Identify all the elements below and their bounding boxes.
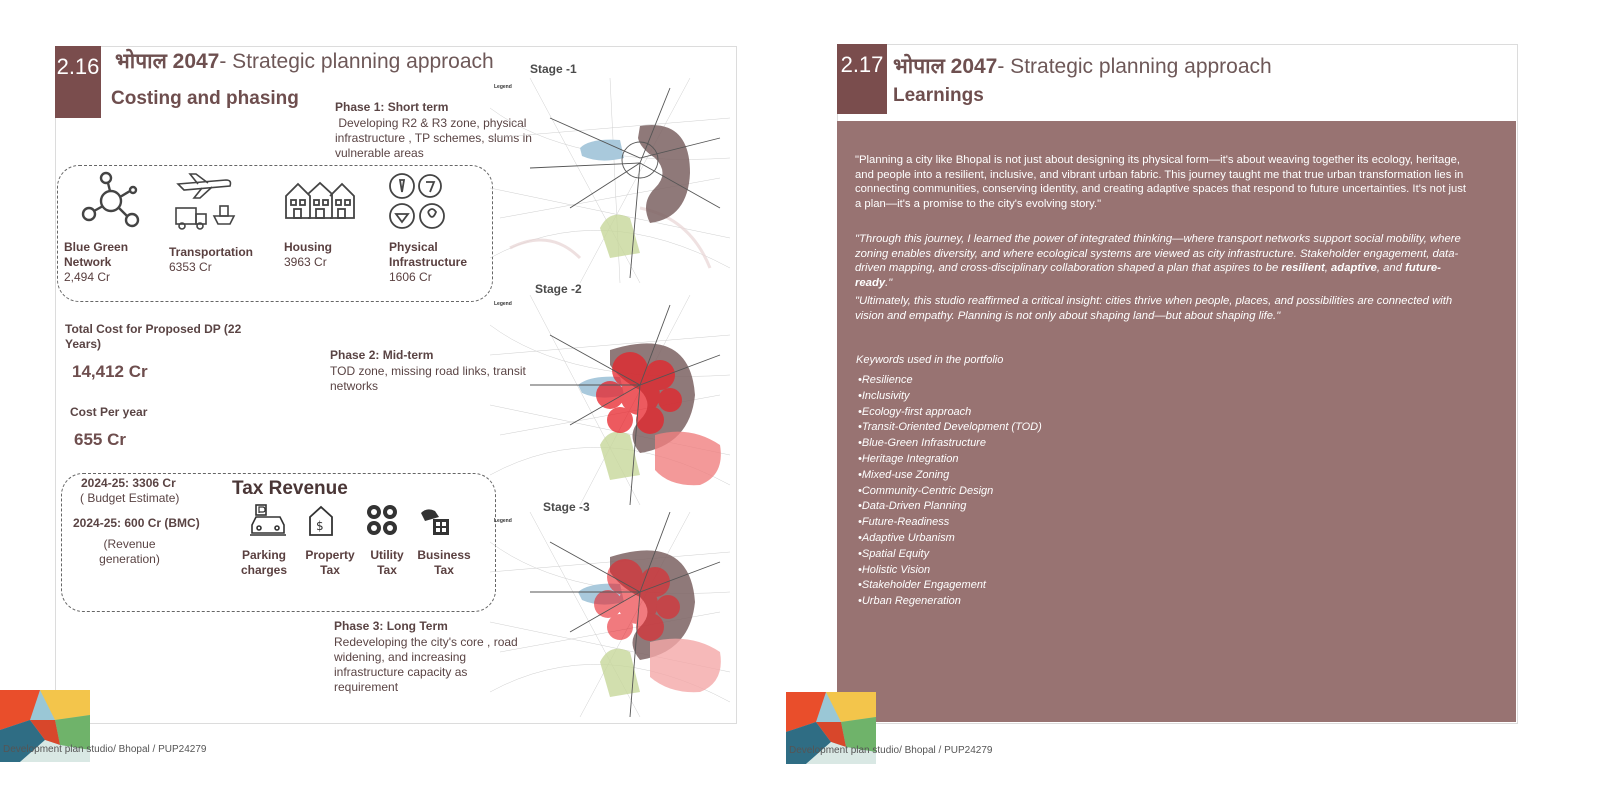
stage-3-map [490, 512, 730, 717]
map-legend-label: Legend [494, 84, 512, 90]
phase1-title: Phase 1: Short term [335, 100, 449, 114]
bmc-revenue-note: (Revenue generation) [99, 537, 160, 566]
stage-3-label: Stage -3 [543, 500, 590, 514]
keyword-item: •Holistic Vision [858, 563, 931, 576]
keyword-item: •Heritage Integration [858, 452, 959, 465]
keyword-item: •Inclusivity [858, 389, 910, 402]
keywords-title: Keywords used in the portfolio [856, 354, 1004, 366]
tax-item-parking: Parking charges [240, 548, 288, 577]
stage-1-label: Stage -1 [530, 62, 577, 76]
page-subtitle-right: Learnings [893, 85, 984, 106]
keyword-item: •Transit-Oriented Development (TOD) [858, 421, 1042, 434]
tax-item-property: Property Tax [305, 548, 355, 577]
utility-icon [365, 503, 399, 537]
phase3-title: Phase 3: Long Term [334, 619, 448, 633]
budget-estimate-note: ( Budget Estimate) [80, 491, 180, 505]
total-cost-value: 14,412 Cr [72, 362, 148, 381]
property-tax-icon [308, 503, 334, 537]
transport-icon [172, 170, 238, 232]
page-title-right: भोपाल 2047- Strategic planning approach [893, 55, 1272, 78]
keyword-item: •Mixed-use Zoning [858, 468, 950, 481]
section-number-right: 2.17 [837, 44, 887, 114]
cost-item-housing: Housing 3963 Cr [284, 240, 332, 269]
tax-revenue-title: Tax Revenue [232, 478, 348, 499]
keyword-item: •Data-Driven Planning [858, 500, 967, 513]
learnings-paragraph-3: "Ultimately, this studio reaffirmed a critical insight: cities thrive when people, places, and possibilities are connected with vision and empathy. Planning is not only about shaping land—but about shaping life." [855, 295, 1453, 322]
keyword-item: •Resilience [858, 374, 913, 386]
keyword-item: •Adaptive Urbanism [858, 531, 955, 544]
keyword-item: •Future-Readiness [858, 516, 950, 529]
keyword-item: •Spatial Equity [858, 547, 930, 560]
keywords-list [858, 373, 1042, 610]
learnings-paragraph-2: "Through this journey, I learned the power of integrated thinking—where transport networks support social mobility, where zoning enables diversity, and where ecological systems are viewed as city infrastructure. Stakeholder engagement, data-driven mapping, and cross-disciplinary collaboration shaped a plan that aspires to be resilient, adaptive, and future-ready." [855, 233, 1461, 289]
footer-left: Development plan studio/ Bhopal / PUP24279 [3, 744, 207, 755]
phase1-description: Developing R2 & R3 zone, physical infrastructure , TP schemes, slums in vulnerable areas [335, 116, 536, 160]
keyword-item: •Ecology-first approach [858, 405, 972, 418]
business-icon [419, 503, 453, 537]
phase2-title: Phase 2: Mid-term [330, 348, 434, 362]
bmc-revenue-line: 2024-25: 600 Cr (BMC) [73, 516, 200, 530]
budget-estimate-line: 2024-25: 3306 Cr [81, 476, 176, 490]
phase2-description: TOD zone, missing road links, transit networks [330, 364, 526, 393]
tax-item-utility: Utility Tax [370, 548, 404, 577]
total-cost-label: Total Cost for Proposed DP (22 Years) [65, 322, 242, 351]
page-subtitle-left: Costing and phasing [111, 88, 299, 109]
map-legend-label: Legend [494, 301, 512, 307]
stage-2-label: Stage -2 [535, 282, 582, 296]
page-title-left: भोपाल 2047- Strategic planning approach [115, 50, 494, 73]
phase3-description: Redeveloping the city's core , road widening, and increasing infrastructure capacity as requirement [334, 635, 518, 694]
infrastructure-icon [386, 170, 448, 232]
footer-right: Development plan studio/ Bhopal / PUP24279 [789, 745, 993, 756]
stage-2-map [490, 295, 730, 505]
cost-per-year-label: Cost Per year [70, 405, 148, 419]
keyword-item: •Blue-Green Infrastructure [858, 437, 986, 450]
cost-per-year-value: 655 Cr [74, 430, 126, 449]
tax-item-business: Business Tax [417, 548, 471, 577]
learnings-paragraph-1: "Planning a city like Bhopal is not just about designing its physical form—it's about weaving together its ecology, heritage, and people into a resilient, inclusive, and vibrant urban fabric. This journey taught me that true urban transformation lies in connecting communities, conserving identity, and creating adaptive spaces that respond to future uncertainties. It's not just a plan—it's a promise to the city's evolving story." [855, 154, 1467, 210]
keyword-item: •Urban Regeneration [858, 595, 961, 608]
cost-item-transportation: Transportation 6353 Cr [169, 245, 254, 274]
svg-text:$: $ [316, 519, 324, 533]
section-number-left: 2.16 [55, 46, 101, 118]
cost-item-physical-infrastructure: Physical Infrastructure 1606 Cr [389, 240, 468, 284]
parking-icon [248, 503, 288, 537]
map-legend-label: Legend [494, 518, 512, 524]
cost-item-blue-green: Blue Green Network 2,494 Cr [64, 240, 129, 284]
stage-1-map [490, 78, 730, 283]
keyword-item: •Community-Centric Design [858, 484, 994, 497]
network-icon [80, 170, 142, 232]
housing-icon [284, 180, 356, 220]
keyword-item: •Stakeholder Engagement [858, 579, 986, 592]
